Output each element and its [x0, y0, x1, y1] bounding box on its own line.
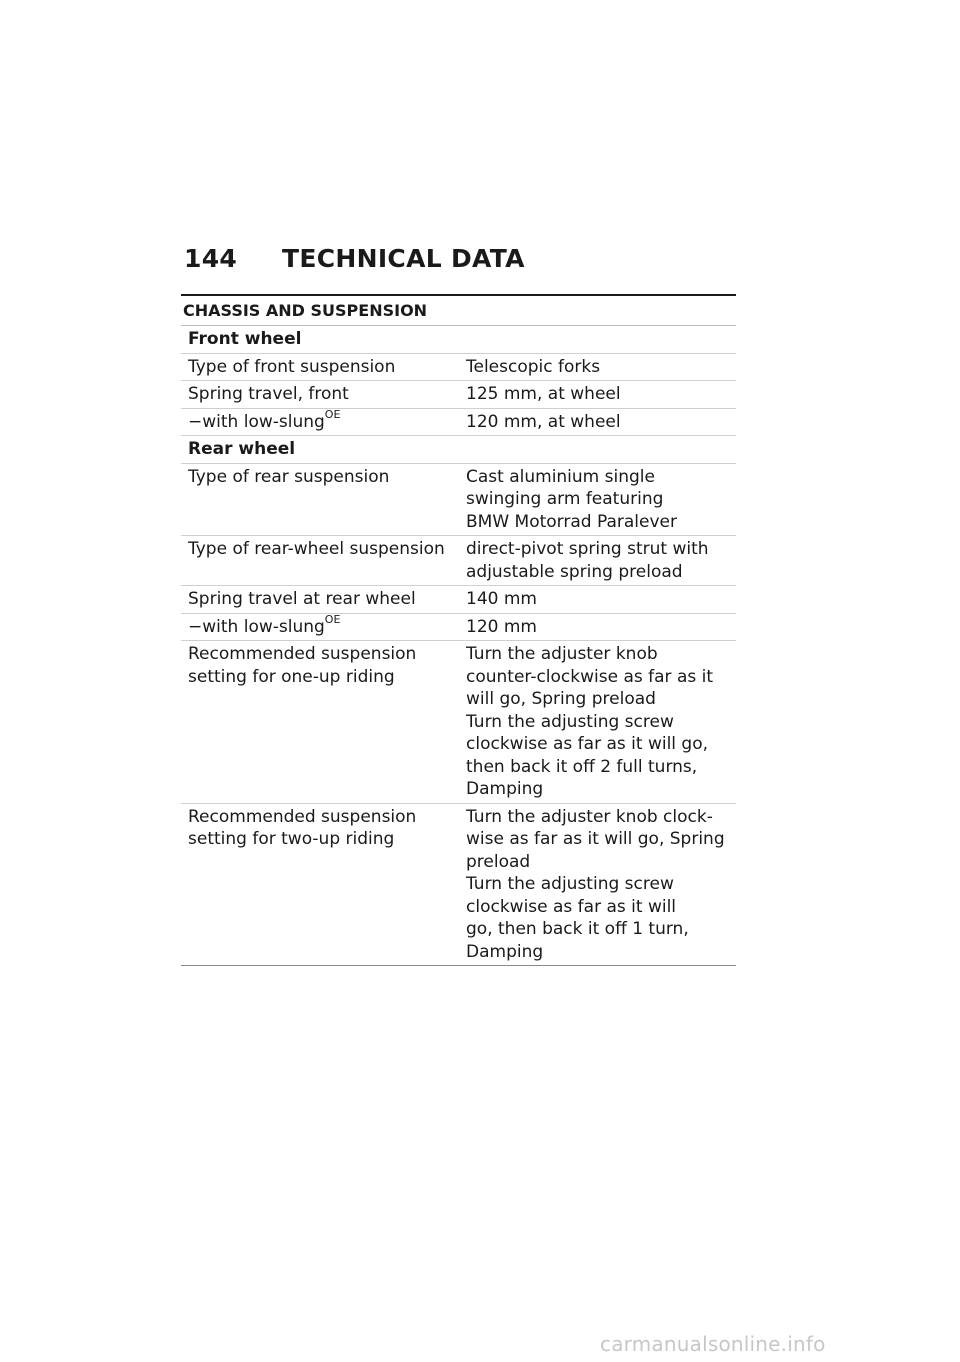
group-row-front-wheel [181, 326, 736, 354]
oe-superscript: OE [324, 612, 341, 626]
row-label: Type of rear suspension [188, 466, 390, 487]
table-row [181, 641, 736, 804]
row-value: direct-pivot spring strut with adjustable spring preload [466, 539, 709, 582]
row-value: 125 mm, at wheel [466, 384, 621, 404]
page-title: TECHNICAL DATA [282, 244, 525, 273]
row-label: Type of rear-wheel suspension [188, 539, 445, 559]
table-row [181, 804, 736, 967]
oe-superscript: OE [324, 407, 341, 421]
chassis-suspension-table [181, 294, 736, 966]
row-label: −with low-slung$^{OE}$ [188, 407, 341, 432]
row-value: Turn the adjuster knob counter-clockwise as far as it will go, Spring preload Turn the adjusting screw clockwise as far as it will go, then back it off 2 full turns, Damping [466, 644, 714, 799]
group-row-rear-wheel [181, 436, 736, 464]
group-label: Rear wheel [188, 439, 296, 459]
row-label: Recommended suspension setting for one-up riding [188, 644, 417, 687]
section-title: CHASSIS AND SUSPENSION [181, 296, 736, 326]
table-row [181, 354, 736, 382]
page-number: 144 [184, 244, 238, 273]
row-label: Recommended suspension setting for two-up riding [188, 806, 417, 849]
page-header [184, 244, 525, 273]
row-label: Type of front suspension [188, 356, 396, 377]
row-label: Spring travel at rear wheel [188, 589, 416, 609]
watermark: carmanualsonline.info [600, 1332, 826, 1356]
table-row [181, 586, 736, 614]
row-value: Cast aluminium single swinging arm featuring BMW Motorrad Paralever [466, 466, 677, 532]
row-value: 140 mm [466, 589, 537, 609]
table-row [181, 536, 736, 586]
row-value: Turn the adjuster knob clock- wise as far as it will go, Spring preload Turn the adjusting screw clockwise as far as it will go, then back it off 1 turn, Damping [466, 806, 725, 962]
table-row [181, 381, 736, 409]
table-row [181, 614, 736, 642]
group-label: Front wheel [188, 329, 302, 349]
row-label: Spring travel, front [188, 384, 349, 404]
table-row [181, 409, 736, 437]
row-value: 120 mm [466, 616, 537, 637]
row-value: 120 mm, at wheel [466, 411, 621, 432]
table-row [181, 464, 736, 537]
row-value: Telescopic forks [466, 356, 601, 377]
row-label: −with low-slung$^{OE}$ [188, 612, 341, 637]
